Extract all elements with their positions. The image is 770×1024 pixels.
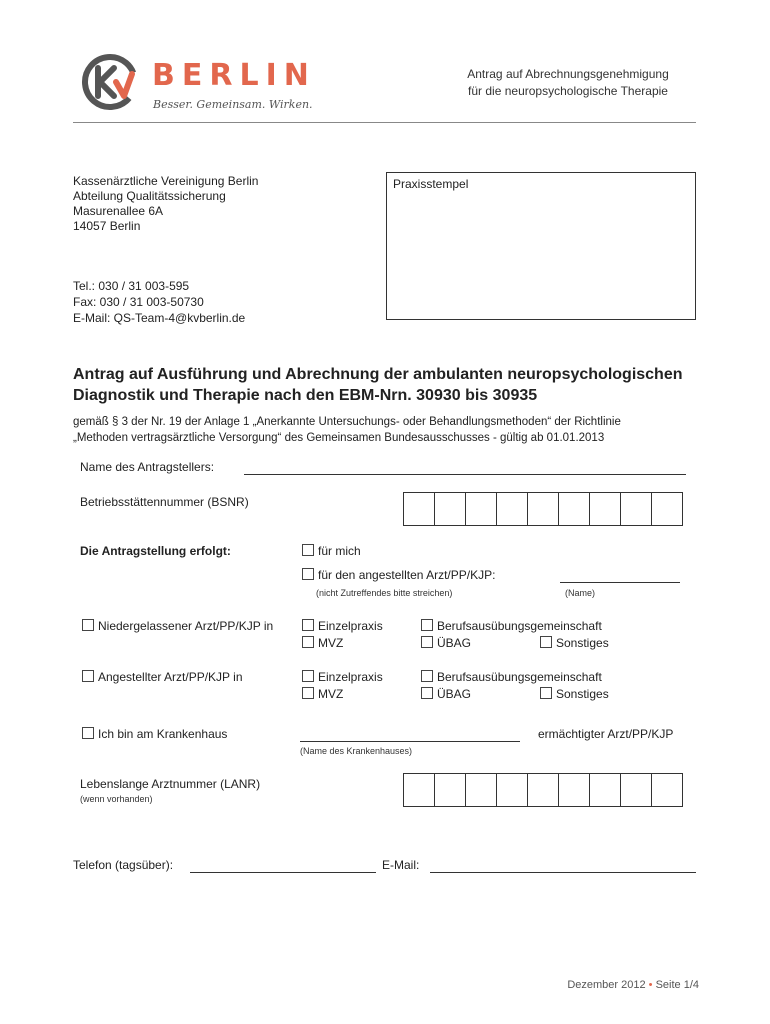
email-label: E-Mail: xyxy=(382,858,420,872)
header-rule xyxy=(73,122,696,123)
document-header xyxy=(420,66,716,100)
option-self[interactable] xyxy=(302,544,361,559)
address-line: Masurenallee 6A xyxy=(73,204,164,218)
digit-box[interactable] xyxy=(528,774,559,806)
digit-box[interactable] xyxy=(497,493,528,525)
checkbox[interactable] xyxy=(421,687,433,699)
niedergelassener-label: Niedergelassener Arzt/PP/KJP in xyxy=(98,619,274,633)
footer-separator: • xyxy=(648,979,653,991)
ang-bag[interactable] xyxy=(421,670,602,685)
einzelpraxis-label: Einzelpraxis xyxy=(318,670,383,684)
nied-einzelpraxis[interactable] xyxy=(302,619,383,634)
digit-box[interactable] xyxy=(528,493,559,525)
digit-box[interactable] xyxy=(435,774,466,806)
address-line: Kassenärztliche Vereinigung Berlin xyxy=(73,174,259,188)
contact-info xyxy=(73,278,245,326)
footer-date: Dezember 2012 xyxy=(567,979,646,991)
digit-box[interactable] xyxy=(559,493,590,525)
sonstiges-label: Sonstiges xyxy=(556,687,609,701)
form-subtitle xyxy=(73,414,703,446)
employed-name-field[interactable] xyxy=(560,568,680,583)
digit-box[interactable] xyxy=(497,774,528,806)
checkbox[interactable] xyxy=(421,619,433,631)
digit-box[interactable] xyxy=(466,774,497,806)
applicant-name-field[interactable] xyxy=(244,460,686,475)
email-field[interactable] xyxy=(430,858,696,873)
telefon-field[interactable] xyxy=(190,858,376,873)
mvz-label: MVZ xyxy=(318,636,344,650)
digit-box[interactable] xyxy=(466,493,497,525)
header-line-1: Antrag auf Abrechnungsgenehmigung xyxy=(467,67,669,81)
krankenhaus-label: Ich bin am Krankenhaus xyxy=(98,727,228,741)
bsnr-input-boxes[interactable] xyxy=(403,492,683,526)
krankenhaus-name-field[interactable] xyxy=(300,727,520,742)
telefon-label: Telefon (tagsüber): xyxy=(73,858,174,872)
checkbox[interactable] xyxy=(82,670,94,682)
title-line-2: Diagnostik und Therapie nach den EBM-Nrn. 30930 bis 30935 xyxy=(73,387,538,404)
nied-uebag[interactable] xyxy=(421,636,471,651)
practice-stamp-box[interactable] xyxy=(386,172,696,320)
nied-sonstiges[interactable] xyxy=(540,636,609,651)
stamp-label: Praxisstempel xyxy=(393,177,469,191)
phone-text: Tel.: 030 / 31 003-595 xyxy=(73,279,190,293)
mvz-label: MVZ xyxy=(318,687,344,701)
ang-mvz[interactable] xyxy=(302,687,343,702)
checkbox[interactable] xyxy=(82,619,94,631)
digit-box[interactable] xyxy=(621,493,652,525)
nied-mvz[interactable] xyxy=(302,636,343,651)
checkbox[interactable] xyxy=(302,687,314,699)
lanr-hint: (wenn vorhanden) xyxy=(80,794,153,804)
angestellter-label: Angestellter Arzt/PP/KJP in xyxy=(98,670,243,684)
checkbox[interactable] xyxy=(302,636,314,648)
digit-box[interactable] xyxy=(404,774,435,806)
option-employed-label: für den angestellten Arzt/PP/KJP: xyxy=(318,568,496,582)
checkbox[interactable] xyxy=(302,568,314,580)
recipient-address xyxy=(73,174,258,234)
footer-page: Seite 1/4 xyxy=(655,979,699,991)
page-footer xyxy=(520,979,699,991)
fax-text: Fax: 030 / 31 003-50730 xyxy=(73,295,204,309)
digit-box[interactable] xyxy=(559,774,590,806)
form-title xyxy=(73,364,697,406)
address-line: 14057 Berlin xyxy=(73,219,141,233)
ang-sonstiges[interactable] xyxy=(540,687,609,702)
uebag-label: ÜBAG xyxy=(437,636,472,650)
applicant-name-label: Name des Antragstellers: xyxy=(80,460,215,474)
nied-bag[interactable] xyxy=(421,619,602,634)
ang-einzelpraxis[interactable] xyxy=(302,670,383,685)
hint-strike: (nicht Zutreffendes bitte streichen) xyxy=(316,588,453,598)
checkbox[interactable] xyxy=(82,727,94,739)
kv-logo-icon xyxy=(80,52,142,114)
lanr-input-boxes[interactable] xyxy=(403,773,683,807)
bag-label: Berufsausübungsgemeinschaft xyxy=(437,670,602,684)
ermaechtigt-label: ermächtigter Arzt/PP/KJP xyxy=(538,727,674,741)
digit-box[interactable] xyxy=(652,493,682,525)
einzelpraxis-label: Einzelpraxis xyxy=(318,619,383,633)
ang-uebag[interactable] xyxy=(421,687,471,702)
checkbox[interactable] xyxy=(302,619,314,631)
option-employed[interactable] xyxy=(302,568,495,583)
digit-box[interactable] xyxy=(652,774,682,806)
krankenhaus-option[interactable] xyxy=(82,727,227,742)
logo-wordmark: BERLIN xyxy=(152,58,316,93)
subtitle-line-1: gemäß § 3 der Nr. 19 der Anlage 1 „Anerkannte Untersuchungs- oder Behandlungsmethoden“ der Richtlinie xyxy=(73,416,621,428)
subtitle-line-2: „Methoden vertragsärztliche Versorgung“ des Gemeinsamen Bundesausschusses - gültig ab 01.01.2013 xyxy=(73,432,605,444)
checkbox[interactable] xyxy=(302,670,314,682)
digit-box[interactable] xyxy=(404,493,435,525)
email-text: E-Mail: QS-Team-4@kvberlin.de xyxy=(73,311,246,325)
hint-krankenhaus: (Name des Krankenhauses) xyxy=(300,746,413,756)
checkbox[interactable] xyxy=(421,670,433,682)
checkbox[interactable] xyxy=(540,687,552,699)
digit-box[interactable] xyxy=(590,493,621,525)
sonstiges-label: Sonstiges xyxy=(556,636,609,650)
uebag-label: ÜBAG xyxy=(437,687,472,701)
hint-name: (Name) xyxy=(565,588,596,598)
bsnr-label: Betriebsstättennummer (BSNR) xyxy=(80,495,249,509)
niedergelassener-option[interactable] xyxy=(82,619,273,634)
lanr-label: Lebenslange Arztnummer (LANR) xyxy=(80,777,261,791)
angestellter-option[interactable] xyxy=(82,670,243,685)
antragstellung-label: Die Antragstellung erfolgt: xyxy=(80,544,231,558)
title-line-1: Antrag auf Ausführung und Abrechnung der ambulanten neuropsychologischen xyxy=(73,366,683,383)
checkbox[interactable] xyxy=(302,544,314,556)
checkbox[interactable] xyxy=(540,636,552,648)
address-line: Abteilung Qualitätssicherung xyxy=(73,189,226,203)
checkbox[interactable] xyxy=(421,636,433,648)
option-self-label: für mich xyxy=(318,544,361,558)
digit-box[interactable] xyxy=(621,774,652,806)
kv-logo xyxy=(80,52,320,116)
logo-slogan: Besser. Gemeinsam. Wirken. xyxy=(153,98,313,111)
digit-box[interactable] xyxy=(435,493,466,525)
bag-label: Berufsausübungsgemeinschaft xyxy=(437,619,602,633)
digit-box[interactable] xyxy=(590,774,621,806)
header-line-2: für die neuropsychologische Therapie xyxy=(468,84,668,98)
